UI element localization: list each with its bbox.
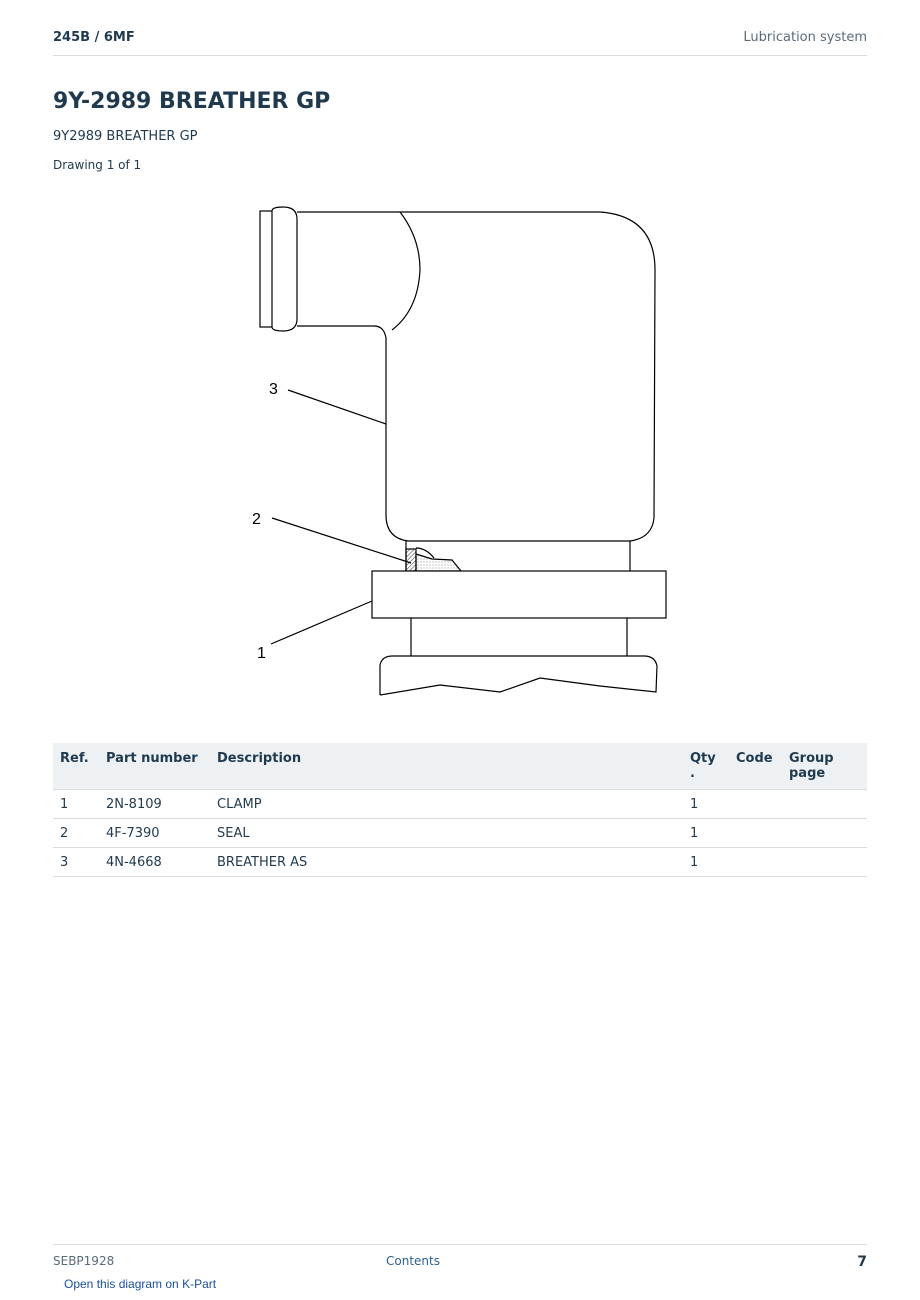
row-group-page xyxy=(782,848,867,877)
machine-model: 245B / 6MF xyxy=(53,30,135,45)
leader-line-3 xyxy=(288,390,386,424)
col-description: Description xyxy=(210,743,683,790)
row-part-number: 2N-8109 xyxy=(99,790,210,819)
row-description: CLAMP xyxy=(210,790,683,819)
col-ref: Ref. xyxy=(53,743,99,790)
callout-2: 2 xyxy=(252,511,261,528)
open-kpart-link[interactable]: Open this diagram on K-Part xyxy=(64,1277,217,1291)
row-qty: 1 xyxy=(683,848,729,877)
col-code: Code xyxy=(729,743,782,790)
col-part-number: Part number xyxy=(99,743,210,790)
row-code xyxy=(729,848,782,877)
breather-diagram xyxy=(0,190,920,710)
callout-3: 3 xyxy=(269,381,278,398)
row-part-number: 4F-7390 xyxy=(99,819,210,848)
page-header xyxy=(53,28,867,56)
callout-1: 1 xyxy=(257,645,266,662)
row-group-page xyxy=(782,819,867,848)
inlet-pipe-drawing xyxy=(260,207,420,331)
page-title: 9Y-2989 BREATHER GP xyxy=(53,89,331,114)
row-ref: 3 xyxy=(53,848,99,877)
row-qty: 1 xyxy=(683,790,729,819)
page-subtitle: 9Y2989 BREATHER GP xyxy=(53,129,198,144)
table-row xyxy=(53,848,867,877)
table-header-row xyxy=(53,743,867,790)
page-footer xyxy=(53,1244,867,1275)
document-id: SEBP1928 xyxy=(53,1254,115,1268)
table-row xyxy=(53,819,867,848)
row-ref: 2 xyxy=(53,819,99,848)
row-description: SEAL xyxy=(210,819,683,848)
col-qty: Qty . xyxy=(683,743,729,790)
clamp-drawing xyxy=(372,571,666,618)
drawing-count: Drawing 1 of 1 xyxy=(53,158,142,172)
row-code xyxy=(729,790,782,819)
row-part-number: 4N-4668 xyxy=(99,848,210,877)
section-name: Lubrication system xyxy=(743,30,867,45)
row-ref: 1 xyxy=(53,790,99,819)
leader-line-1 xyxy=(271,601,372,644)
seal-drawing xyxy=(406,548,461,571)
page-number: 7 xyxy=(857,1254,867,1270)
breather-body-drawing xyxy=(374,212,655,571)
row-group-page xyxy=(782,790,867,819)
table-row xyxy=(53,790,867,819)
contents-link[interactable]: Contents xyxy=(386,1254,440,1268)
row-qty: 1 xyxy=(683,819,729,848)
col-group-page: Group page xyxy=(782,743,867,790)
row-description: BREATHER AS xyxy=(210,848,683,877)
leader-line-2 xyxy=(272,518,411,563)
lower-tube-drawing xyxy=(380,618,657,695)
parts-table xyxy=(53,743,867,877)
row-code xyxy=(729,819,782,848)
